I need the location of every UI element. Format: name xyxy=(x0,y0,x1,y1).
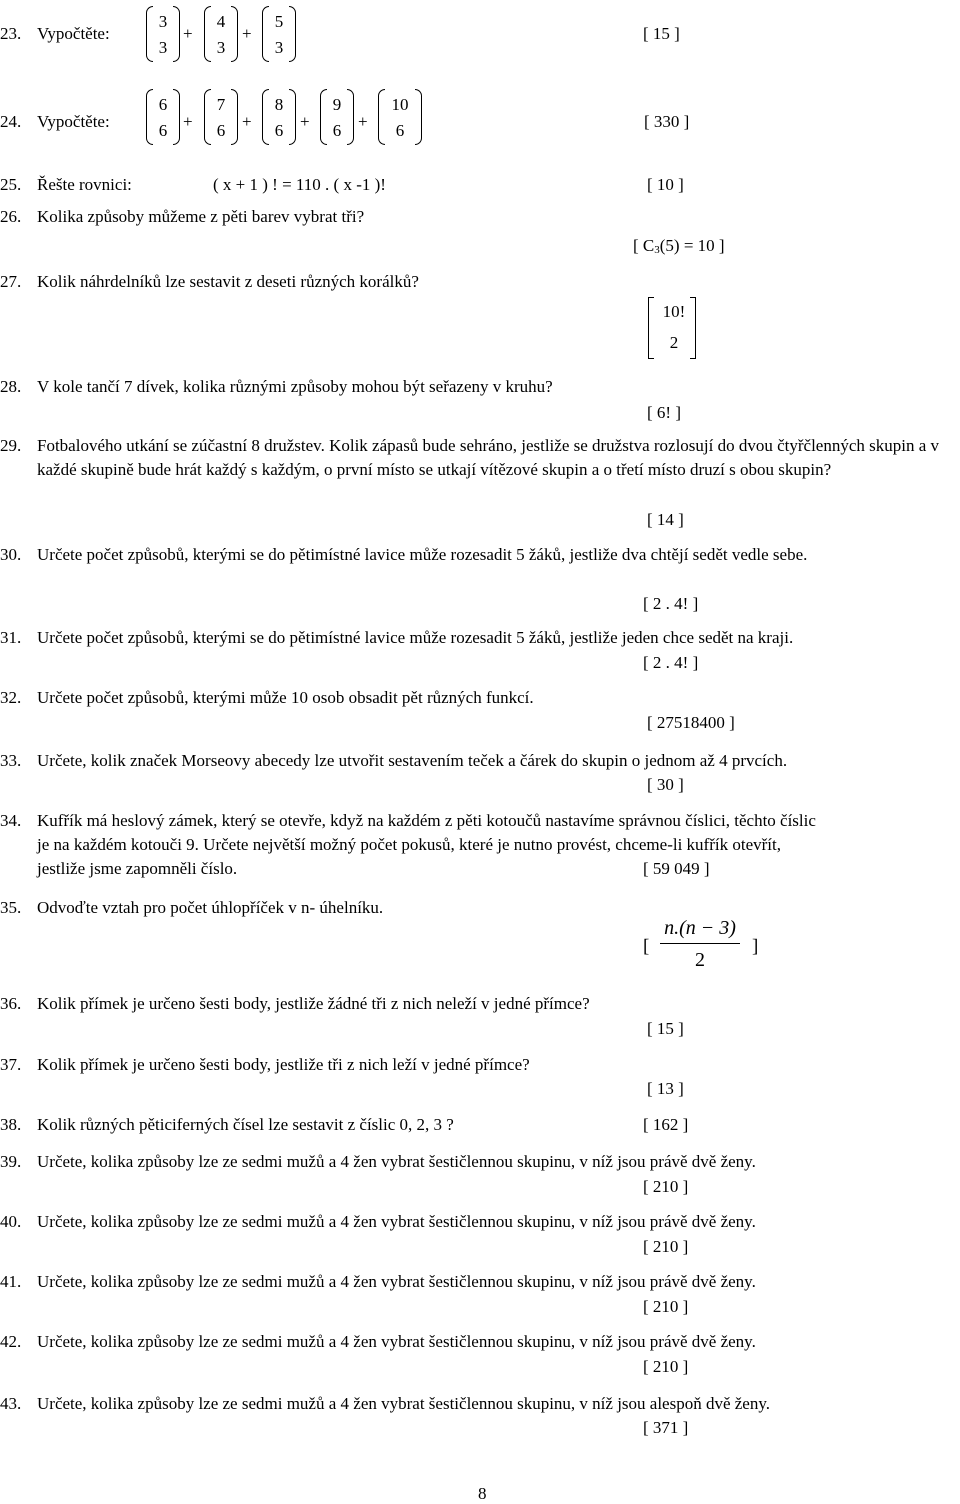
q43-number: 43. xyxy=(0,1394,22,1413)
q25-label: Řešte rovnici: xyxy=(37,175,132,194)
q28-text: V kole tančí 7 dívek, kolika různými způsoby mohou být seřazeny v kruhu? xyxy=(37,377,553,396)
q43-text: Určete, kolika způsoby lze ze sedmi mužů a 4 žen vybrat šestičlennou skupinu, v níž jsou alespoň dvě ženy. xyxy=(37,1394,770,1413)
q41-text: Určete, kolika způsoby lze ze sedmi mužů a 4 žen vybrat šestičlennou skupinu, v níž jsou právě dvě ženy. xyxy=(37,1272,756,1291)
q23-answer: [ 15 ] xyxy=(643,24,680,43)
q35-answer-close: ] xyxy=(752,936,759,957)
q39-text: Určete, kolika způsoby lze ze sedmi mužů a 4 žen vybrat šestičlennou skupinu, v níž jsou právě dvě ženy. xyxy=(37,1152,756,1171)
q24-binomial-2: 7 6 xyxy=(204,89,238,145)
q33-number: 33. xyxy=(0,751,22,770)
q35-answer-numerator: n.(n − 3) xyxy=(664,917,736,939)
q38-answer: [ 162 ] xyxy=(643,1115,689,1134)
q25-equation: ( x + 1 ) ! = 110 . ( x -1 )! xyxy=(213,175,386,194)
q24-binomial-3: 8 6 xyxy=(262,89,296,145)
q24-plus-4: + xyxy=(358,112,368,131)
q24-binomial-1: 6 6 xyxy=(146,89,180,145)
q34-line-2: je na každém kotouči 9. Určete největší možný počet pokusů, které je nutno provést, chceme-li kufřík otevřít, xyxy=(37,835,781,854)
q32-text: Určete počet způsobů, kterými může 10 osob obsadit pět různých funkcí. xyxy=(37,688,534,707)
q30-answer: [ 2 . 4! ] xyxy=(643,594,699,613)
q24-plus-1: + xyxy=(183,112,193,131)
q30-number: 30. xyxy=(0,545,22,564)
q35-text: Odvoďte vztah pro počet úhlopříček v n- úhelníku. xyxy=(37,898,384,917)
q27-answer-denominator: 2 xyxy=(669,333,679,352)
q32-number: 32. xyxy=(0,688,22,707)
q27-answer-numerator: 10! xyxy=(662,302,686,321)
q34-line-1: Kufřík má heslový zámek, který se otevře, když na každém z pěti kotoučů nastavíme správnou číslici, těchto číslic xyxy=(37,811,816,830)
q38-number: 38. xyxy=(0,1115,22,1134)
q23-plus-2: + xyxy=(242,24,252,43)
q30-text: Určete počet způsobů, kterými se do pětimístné lavice může rozesadit 5 žáků, jestliže dva chtějí sedět vedle sebe. xyxy=(37,545,808,564)
q39-answer: [ 210 ] xyxy=(643,1177,689,1196)
q27-text: Kolik náhrdelníků lze sestavit z deseti různých korálků? xyxy=(37,272,419,291)
q23-binomial-1: 3 3 xyxy=(146,6,180,62)
q24-number: 24. xyxy=(0,112,22,131)
q26-number: 26. xyxy=(0,207,22,226)
q36-text: Kolik přímek je určeno šesti body, jestliže žádné tři z nich neleží v jedné přímce? xyxy=(37,994,590,1013)
q37-text: Kolik přímek je určeno šesti body, jestliže tři z nich leží v jedné přímce? xyxy=(37,1055,530,1074)
q40-text: Určete, kolika způsoby lze ze sedmi mužů a 4 žen vybrat šestičlennou skupinu, v níž jsou právě dvě ženy. xyxy=(37,1212,756,1231)
q27-number: 27. xyxy=(0,272,22,291)
q25-answer: [ 10 ] xyxy=(647,175,684,194)
q34-answer: [ 59 049 ] xyxy=(643,859,710,878)
q36-answer: [ 15 ] xyxy=(647,1019,684,1038)
q26-answer: [ $C_3(5) = 10$ ] xyxy=(633,236,725,256)
q24-plus-3: + xyxy=(300,112,310,131)
q40-number: 40. xyxy=(0,1212,22,1231)
q29-text: Fotbalového utkání se zúčastní 8 družstev. Kolik zápasů bude sehráno, jestliže se družstva rozlosují do dvou čtyřčlenných skupin a v každé skupině bude hrát každý s každým, o první místo se utkají vítězové skupin a o třetí místo druzí s obou skupin? xyxy=(37,436,940,479)
q29-number: 29. xyxy=(0,436,22,455)
q28-number: 28. xyxy=(0,377,22,396)
q24-binomial-4: 9 6 xyxy=(320,89,354,145)
q42-answer: [ 210 ] xyxy=(643,1357,689,1376)
q42-number: 42. xyxy=(0,1332,22,1351)
q35-fraction-line xyxy=(660,943,740,944)
q40-answer: [ 210 ] xyxy=(643,1237,689,1256)
q28-answer: [ 6! ] xyxy=(647,403,681,422)
q24-answer: [ 330 ] xyxy=(644,112,690,131)
q23-label: Vypočtěte: xyxy=(37,24,110,43)
q31-answer: [ 2 . 4! ] xyxy=(643,653,699,672)
q27-left-bracket xyxy=(648,297,654,359)
q34-number: 34. xyxy=(0,811,22,830)
q23-plus-1: + xyxy=(183,24,193,43)
q41-answer: [ 210 ] xyxy=(643,1297,689,1316)
page-number: 8 xyxy=(478,1484,487,1503)
q34-line-3: jestliže jsme zapomněli číslo. xyxy=(37,859,238,878)
q42-text: Určete, kolika způsoby lze ze sedmi mužů a 4 žen vybrat šestičlennou skupinu, v níž jsou právě dvě ženy. xyxy=(37,1332,756,1351)
q38-text: Kolik různých pěticiferných čísel lze sestavit z číslic 0, 2, 3 ? xyxy=(37,1115,454,1134)
q23-binomial-2: 4 3 xyxy=(204,6,238,62)
q36-number: 36. xyxy=(0,994,22,1013)
q31-number: 31. xyxy=(0,628,22,647)
q43-answer: [ 371 ] xyxy=(643,1418,689,1437)
q35-answer-open: [ xyxy=(643,936,650,957)
q32-answer: [ 27518400 ] xyxy=(647,713,735,732)
q24-binomial-5: 10 6 xyxy=(378,89,422,145)
q33-text: Určete, kolik značek Morseovy abecedy lze utvořit sestavením teček a čárek do skupin o jednom až 4 prvcích. xyxy=(37,751,788,770)
q39-number: 39. xyxy=(0,1152,22,1171)
q35-answer-denominator: 2 xyxy=(695,949,705,971)
q29-answer: [ 14 ] xyxy=(647,510,684,529)
q27-right-bracket xyxy=(690,297,696,359)
q24-label: Vypočtěte: xyxy=(37,112,110,131)
q41-number: 41. xyxy=(0,1272,22,1291)
q37-answer: [ 13 ] xyxy=(647,1079,684,1098)
q33-answer: [ 30 ] xyxy=(647,775,684,794)
q31-text: Určete počet způsobů, kterými se do pětimístné lavice může rozesadit 5 žáků, jestliže jeden chce sedět na kraji. xyxy=(37,628,794,647)
q23-binomial-3: 5 3 xyxy=(262,6,296,62)
q35-number: 35. xyxy=(0,898,22,917)
q24-plus-2: + xyxy=(242,112,252,131)
q26-text: Kolika způsoby můžeme z pěti barev vybrat tři? xyxy=(37,207,365,226)
q25-number: 25. xyxy=(0,175,22,194)
q37-number: 37. xyxy=(0,1055,22,1074)
q23-number: 23. xyxy=(0,24,22,43)
